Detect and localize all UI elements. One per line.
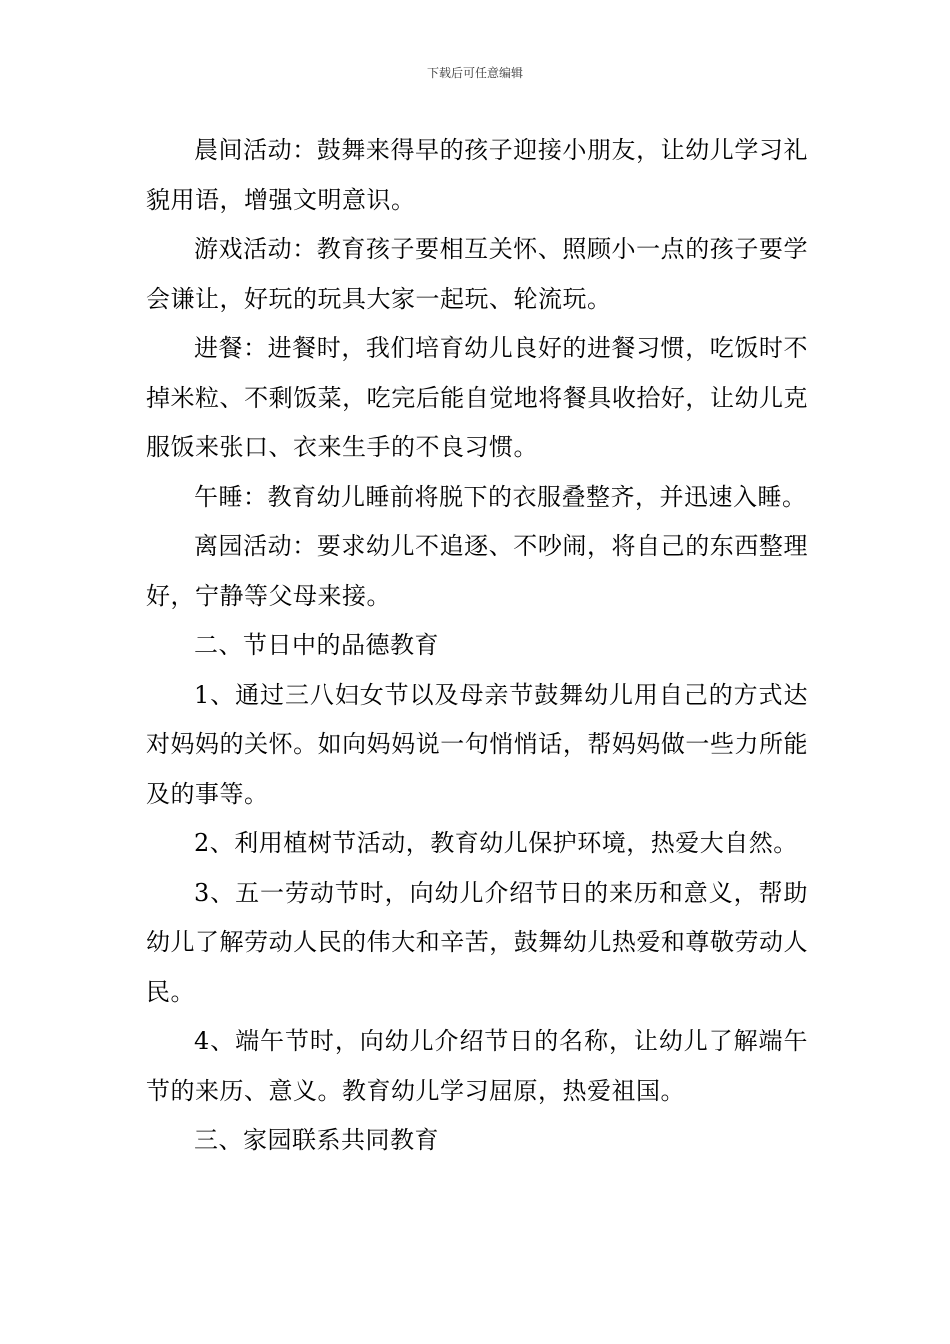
paragraph-meal: 进餐：进餐时，我们培育幼儿良好的进餐习惯，吃饭时不掉米粒、不剩饭菜，吃完后能自觉地将餐具收拾好，让幼儿克服饭来张口、衣来生手的不良习惯。 <box>146 334 808 461</box>
paragraph-arbor-day: 2、利用植树节活动，教育幼儿保护环境，热爱大自然。 <box>194 829 798 857</box>
section-heading-holiday-education: 二、节日中的品德教育 <box>194 631 439 659</box>
paragraph-leaving-activity: 离园活动：要求幼儿不追逐、不吵闹，将自己的东西整理好，宁静等父母来接。 <box>146 532 808 610</box>
paragraph-womens-mothers-day: 1、通过三八妇女节以及母亲节鼓舞幼儿用自己的方式达对妈妈的关怀。如向妈妈说一句悄悄话，帮妈妈做一些力所能及的事等。 <box>146 680 808 808</box>
paragraph-dragon-boat-festival: 4、端午节时，向幼儿介绍节日的名称，让幼儿了解端午节的来历、意义。教育幼儿学习屈原，热爱祖国。 <box>146 1027 808 1105</box>
paragraph-game-activity: 游戏活动：教育孩子要相互关怀、照顾小一点的孩子要学会谦让，好玩的玩具大家一起玩、轮流玩。 <box>146 235 808 313</box>
document-body <box>146 126 808 1166</box>
paragraph-labor-day: 3、五一劳动节时，向幼儿介绍节日的来历和意义，帮助幼儿了解劳动人民的伟大和辛苦，鼓舞幼儿热爱和尊敬劳动人民。 <box>146 878 808 1006</box>
paragraph-nap: 午睡：教育幼儿睡前将脱下的衣服叠整齐，并迅速入睡。 <box>194 482 807 511</box>
page-header: 下载后可任意编辑 <box>426 66 523 80</box>
section-heading-home-school: 三、家园联系共同教育 <box>194 1126 439 1154</box>
paragraph-morning-activity: 晨间活动：鼓舞来得早的孩子迎接小朋友，让幼儿学习礼貌用语，增强文明意识。 <box>146 136 808 214</box>
